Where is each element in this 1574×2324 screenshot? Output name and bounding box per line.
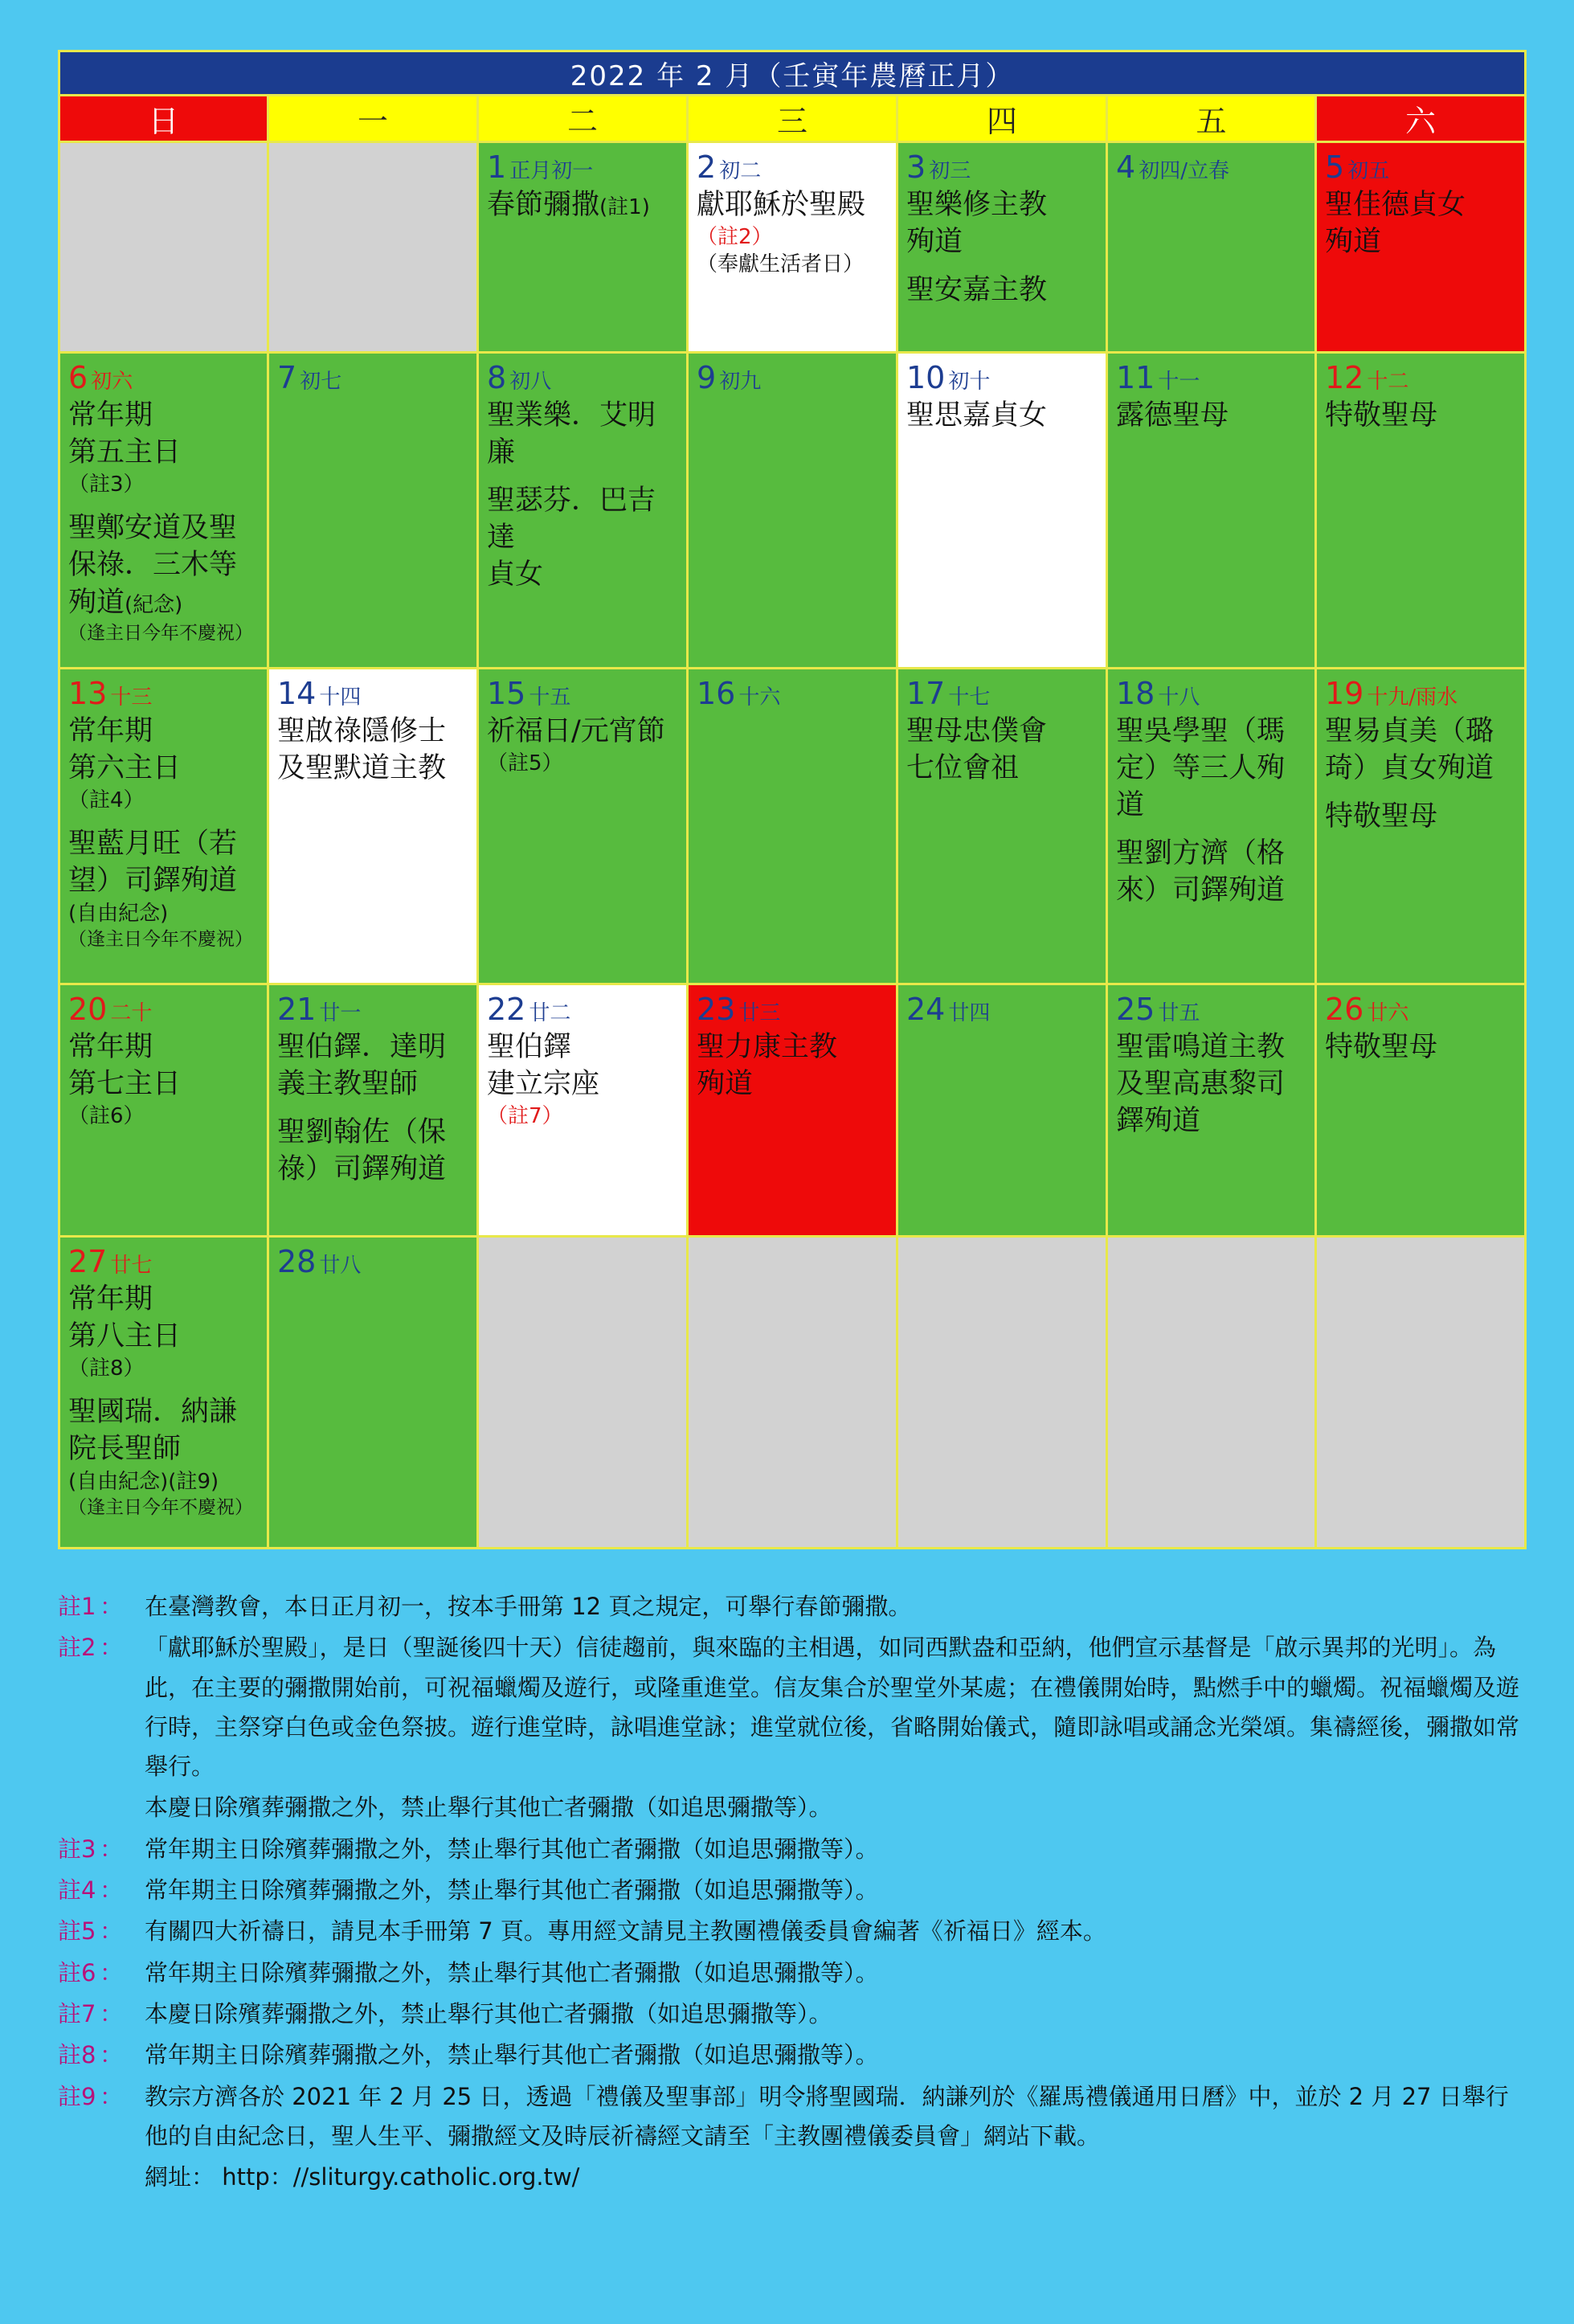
feast-text: 聖思嘉貞女 [906, 399, 1048, 432]
day-cell-16 [688, 669, 897, 984]
day-number: 27 [68, 1244, 108, 1279]
day-cell-11 [1107, 353, 1316, 669]
feast-text: 聖國瑞．納謙 [68, 1396, 238, 1429]
footnote-label: 註1 [58, 1593, 96, 1620]
feast-subtext: （逢主日今年不慶祝） [68, 622, 253, 644]
feast-text: 第五主日 [68, 436, 182, 468]
day-number: 26 [1325, 992, 1364, 1027]
note-ref: （註8） [68, 1356, 145, 1381]
footnote-text: 在臺灣教會，本日正月初一，按本手冊第 12 頁之規定，可舉行春節彌撒。 [145, 1593, 912, 1620]
feast-text: 聖力康主教 [697, 1030, 838, 1063]
day-number: 1 [487, 149, 507, 185]
weekday-tue: 二 [478, 96, 688, 142]
note-ref: （註2） [697, 224, 773, 249]
day-cell-10 [897, 353, 1107, 669]
note-ref: （註6） [68, 1103, 145, 1128]
feast-text: 聖啟祿隱修士 [277, 714, 447, 747]
feast-text: 春節彌撒 [487, 188, 600, 221]
feast-text: 常年期 [68, 714, 153, 747]
day-number: 22 [487, 992, 526, 1027]
day-cell-2 [688, 142, 897, 353]
day-number: 28 [277, 1244, 317, 1279]
lunar-date: 初九 [719, 370, 762, 394]
day-cell-1 [478, 142, 688, 353]
empty-day-cell [268, 142, 478, 353]
day-number: 18 [1116, 676, 1155, 711]
day-cell-5 [1316, 142, 1526, 353]
footnote-label: 註6 [58, 1958, 96, 1986]
feast-text: 聖雷鳴道主教 [1116, 1030, 1286, 1063]
feast-text: 第六主日 [68, 751, 182, 784]
week-row-5 [59, 1237, 1526, 1549]
day-cell-17 [897, 669, 1107, 984]
footnote-text: 本慶日除殯葬彌撒之外，禁止舉行其他亡者彌撒（如追思彌撒等）。 [145, 1999, 832, 2027]
footnote-text: 常年期主日除殯葬彌撒之外，禁止舉行其他亡者彌撒（如追思彌撒等）。 [145, 1835, 879, 1863]
day-number: 16 [697, 676, 736, 711]
day-number: 21 [277, 992, 317, 1027]
feast-text: 第八主日 [68, 1320, 182, 1352]
feast-text: 建立宗座 [487, 1067, 600, 1100]
weekday-sat: 六 [1316, 96, 1526, 142]
day-number: 8 [487, 360, 507, 395]
day-number: 19 [1325, 676, 1364, 711]
footnote-text: 常年期主日除殯葬彌撒之外，禁止舉行其他亡者彌撒（如追思彌撒等）。 [145, 1876, 879, 1905]
feast-text: 保祿．三木等 [68, 549, 238, 582]
feast-text: 來）司鐸殉道 [1116, 874, 1286, 907]
feast-text: 特敬聖母 [1325, 1030, 1438, 1063]
calendar-table [58, 50, 1527, 1549]
feast-text: 祿）司鐸殉道 [277, 1153, 447, 1186]
feast-text: 定）等三人殉 [1116, 751, 1286, 784]
lunar-date: 廿三 [738, 1001, 781, 1025]
feast-text: 聖業樂．艾明廉 [487, 399, 656, 468]
footnote-colon: ： [100, 1835, 124, 1863]
day-number: 17 [906, 676, 946, 711]
note-ref: (註1) [599, 194, 650, 219]
feast-text: 常年期 [68, 1283, 153, 1315]
lunar-date: 初五 [1347, 159, 1390, 183]
footnote-5 [58, 1912, 1520, 1951]
feast-text: 及聖高惠黎司 [1116, 1067, 1286, 1100]
day-cell-13 [59, 669, 268, 984]
lunar-date: 初八 [509, 370, 552, 394]
lunar-date: 十四 [319, 685, 362, 710]
lunar-date: 十七 [948, 685, 991, 710]
feast-text: 聖鄭安道及聖 [68, 512, 238, 545]
footnote-2-continued [58, 1788, 1520, 1827]
weekday-header-row [59, 96, 1526, 142]
footnotes [58, 1587, 1520, 2199]
day-number: 6 [68, 360, 88, 395]
feast-text: 七位會祖 [906, 751, 1020, 784]
day-number: 25 [1116, 992, 1155, 1027]
lunar-date: 十二 [1367, 370, 1409, 394]
feast-text: 獻耶穌於聖殿 [697, 188, 866, 221]
footnote-text: 常年期主日除殯葬彌撒之外，禁止舉行其他亡者彌撒（如追思彌撒等）。 [145, 1958, 879, 1986]
feast-text: 常年期 [68, 399, 153, 432]
weekday-thu: 四 [897, 96, 1107, 142]
feast-rank: (自由紀念) [68, 1469, 169, 1494]
lunar-date: 廿二 [529, 1001, 571, 1025]
day-number: 14 [277, 676, 317, 711]
day-cell-21 [268, 984, 478, 1237]
lunar-date: 初二 [719, 159, 762, 183]
lunar-date: 十八 [1158, 685, 1200, 710]
feast-rank: (紀念) [125, 592, 183, 617]
day-number: 5 [1325, 149, 1345, 185]
day-number: 11 [1116, 360, 1155, 395]
lunar-date: 初七 [300, 370, 342, 394]
lunar-date: 二十 [110, 1001, 153, 1025]
day-number: 4 [1116, 149, 1136, 185]
day-cell-19 [1316, 669, 1526, 984]
footnote-label: 註7 [58, 1999, 96, 2027]
footnote-8 [58, 2036, 1520, 2075]
day-cell-20 [59, 984, 268, 1237]
footnote-4 [58, 1871, 1520, 1910]
lunar-date: 廿四 [948, 1001, 991, 1025]
week-row-2 [59, 353, 1526, 669]
footnote-6 [58, 1954, 1520, 1993]
day-cell-28 [268, 1237, 478, 1549]
feast-text: 聖劉方濟（格 [1116, 837, 1286, 870]
lunar-date: 初三 [929, 159, 971, 183]
weekday-wed: 三 [688, 96, 897, 142]
feast-text: 院長聖師 [68, 1433, 182, 1466]
empty-day-cell [478, 1237, 688, 1549]
lunar-date: 廿八 [319, 1254, 362, 1278]
footnote-3 [58, 1830, 1520, 1869]
day-cell-25 [1107, 984, 1316, 1237]
feast-text: 道 [1116, 788, 1145, 821]
feast-subtext: （逢主日今年不慶祝） [68, 928, 253, 950]
day-number: 13 [68, 676, 108, 711]
footnote-7 [58, 1995, 1520, 2034]
website-url[interactable]: 網址： http：//sliturgy.catholic.org.tw/ [145, 2163, 580, 2191]
feast-text: 琦）貞女殉道 [1325, 751, 1494, 784]
empty-day-cell [59, 142, 268, 353]
footnote-label: 註5 [58, 1917, 96, 1946]
weekday-mon: 一 [268, 96, 478, 142]
day-cell-12 [1316, 353, 1526, 669]
empty-day-cell [1316, 1237, 1526, 1549]
lunar-date: 初十 [948, 370, 991, 394]
footnote-colon: ： [100, 1999, 124, 2027]
footnote-colon: ： [100, 1917, 124, 1946]
feast-text: 常年期 [68, 1030, 153, 1063]
empty-day-cell [1107, 1237, 1316, 1549]
day-number: 9 [697, 360, 717, 395]
footnote-colon: ： [100, 2082, 124, 2110]
feast-text: 貞女 [487, 558, 544, 591]
lunar-date: 初六 [91, 370, 133, 394]
feast-text: 第七主日 [68, 1067, 182, 1100]
footnote-9-website [58, 2158, 1520, 2197]
lunar-date: 十三 [110, 685, 153, 710]
day-number: 23 [697, 992, 736, 1027]
footnote-colon: ： [100, 1593, 124, 1620]
feast-text: 聖樂修主教 [906, 188, 1048, 221]
feast-text: 聖藍月旺（若 [68, 828, 238, 861]
footnote-colon: ： [100, 2041, 124, 2069]
day-cell-26 [1316, 984, 1526, 1237]
day-cell-22 [478, 984, 688, 1237]
day-cell-14 [268, 669, 478, 984]
day-cell-23 [688, 984, 897, 1237]
feast-rank: (自由紀念) [68, 901, 169, 926]
feast-text: 殉道 [68, 586, 125, 619]
week-row-3 [59, 669, 1526, 984]
footnote-text: 有關四大祈禱日，請見本手冊第 7 頁。專用經文請見主教團禮儀委員會編著《祈福日》經本。 [145, 1917, 1106, 1946]
day-number: 20 [68, 992, 108, 1027]
feast-text: 聖佳德貞女 [1325, 188, 1466, 221]
week-row-1 [59, 142, 1526, 353]
note-ref: （註3） [68, 472, 145, 497]
lunar-date: 廿五 [1158, 1001, 1200, 1025]
footnote-label: 註4 [58, 1876, 96, 1905]
feast-text: 聖吳學聖（瑪 [1116, 714, 1286, 747]
day-number: 7 [277, 360, 297, 395]
feast-text: 望）司鐸殉道 [68, 865, 238, 898]
lunar-date: 廿六 [1367, 1001, 1409, 1025]
feast-text: 祈福日/元宵節 [487, 714, 665, 747]
day-cell-15 [478, 669, 688, 984]
note-ref: (註9) [168, 1469, 219, 1494]
feast-text: 特敬聖母 [1325, 399, 1438, 432]
feast-text: 義主教聖師 [277, 1067, 419, 1100]
footnote-label: 註2 [58, 1634, 96, 1662]
day-cell-6 [59, 353, 268, 669]
feast-text: 及聖默道主教 [277, 751, 447, 784]
lunar-date: 廿七 [110, 1254, 153, 1278]
day-cell-24 [897, 984, 1107, 1237]
feast-text: 聖伯鐸．達明 [277, 1030, 447, 1063]
day-number: 3 [906, 149, 926, 185]
lunar-date: 正月初一 [509, 159, 594, 183]
day-number: 24 [906, 992, 946, 1027]
feast-text: 聖易貞美（璐 [1325, 714, 1494, 747]
weekday-sun: 日 [59, 96, 268, 142]
feast-subtext: （逢主日今年不慶祝） [68, 1496, 253, 1518]
weekday-fri: 五 [1107, 96, 1316, 142]
feast-text: 鐸殉道 [1116, 1104, 1201, 1137]
day-cell-4 [1107, 142, 1316, 353]
feast-text: 聖母忠僕會 [906, 714, 1048, 747]
lunar-date: 初四/立春 [1139, 159, 1229, 183]
lunar-date: 十九/雨水 [1367, 685, 1458, 710]
feast-text: 聖劉翰佐（保 [277, 1115, 447, 1148]
footnote-label: 註9 [58, 2082, 96, 2110]
day-number: 10 [906, 360, 946, 395]
empty-day-cell [897, 1237, 1107, 1549]
footnote-9 [58, 2077, 1520, 2157]
day-cell-3 [897, 142, 1107, 353]
day-cell-27 [59, 1237, 268, 1549]
footnote-label: 註3 [58, 1835, 96, 1863]
feast-text: 聖安嘉主教 [906, 273, 1048, 306]
footnote-text: 教宗方濟各於 2021 年 2 月 25 日，透過「禮儀及聖事部」明令將聖國瑞．納謙列於《羅馬禮儀通用日曆》中，並於 2 月 27 日舉行他的自由紀念日，聖人生平、彌撒經文及時辰祈禱經文請至「主教團禮儀委員會」網站下載。 [145, 2082, 1509, 2150]
feast-text: 聖伯鐸 [487, 1030, 572, 1063]
note-ref: （註5） [487, 751, 563, 775]
note-ref: （註4） [68, 788, 145, 812]
footnote-2 [58, 1628, 1520, 1786]
day-cell-7 [268, 353, 478, 669]
lunar-date: 十五 [529, 685, 571, 710]
day-cell-9 [688, 353, 897, 669]
footnote-label: 註8 [58, 2041, 96, 2069]
day-cell-8 [478, 353, 688, 669]
feast-text: 露德聖母 [1116, 399, 1229, 432]
footnote-colon: ： [100, 1634, 124, 1662]
feast-text: 殉道 [906, 225, 963, 258]
footnote-text: 常年期主日除殯葬彌撒之外，禁止舉行其他亡者彌撒（如追思彌撒等）。 [145, 2041, 879, 2069]
feast-text: 特敬聖母 [1325, 800, 1438, 833]
feast-subtext: （奉獻生活者日） [697, 252, 865, 277]
footnote-colon: ： [100, 1876, 124, 1905]
lunar-date: 十六 [738, 685, 781, 710]
footnote-colon: ： [100, 1958, 124, 1986]
empty-day-cell [688, 1237, 897, 1549]
calendar-title: 2022 年 2 月（壬寅年農曆正月） [59, 51, 1526, 96]
day-number: 15 [487, 676, 526, 711]
lunar-date: 十一 [1158, 370, 1200, 394]
footnote-1 [58, 1587, 1520, 1626]
footnote-text: 本慶日除殯葬彌撒之外，禁止舉行其他亡者彌撒（如追思彌撒等）。 [145, 1794, 832, 1822]
feast-text: 殉道 [1325, 225, 1382, 258]
week-row-4 [59, 984, 1526, 1237]
day-number: 2 [697, 149, 717, 185]
lunar-date: 廿一 [319, 1001, 362, 1025]
day-number: 12 [1325, 360, 1364, 395]
feast-text: 聖瑟芬．巴吉達 [487, 484, 656, 554]
feast-text: 殉道 [697, 1067, 754, 1100]
footnote-text: 「獻耶穌於聖殿」，是日（聖誕後四十天）信徒趨前，與來臨的主相遇，如同西默盎和亞納，他們宣示基督是「啟示異邦的光明」。為此，在主要的彌撒開始前，可祝福蠟燭及遊行，或隆重進堂。信友集合於聖堂外某處；在禮儀開始時，點燃手中的蠟燭。祝福蠟燭及遊行時，主祭穿白色或金色祭披。遊行進堂時，詠唱進堂詠；進堂就位後，省略開始儀式，隨即詠唱或誦念光榮頌。集禱經後，彌撒如常舉行。 [145, 1634, 1520, 1781]
day-cell-18 [1107, 669, 1316, 984]
note-ref: （註7） [487, 1103, 563, 1128]
